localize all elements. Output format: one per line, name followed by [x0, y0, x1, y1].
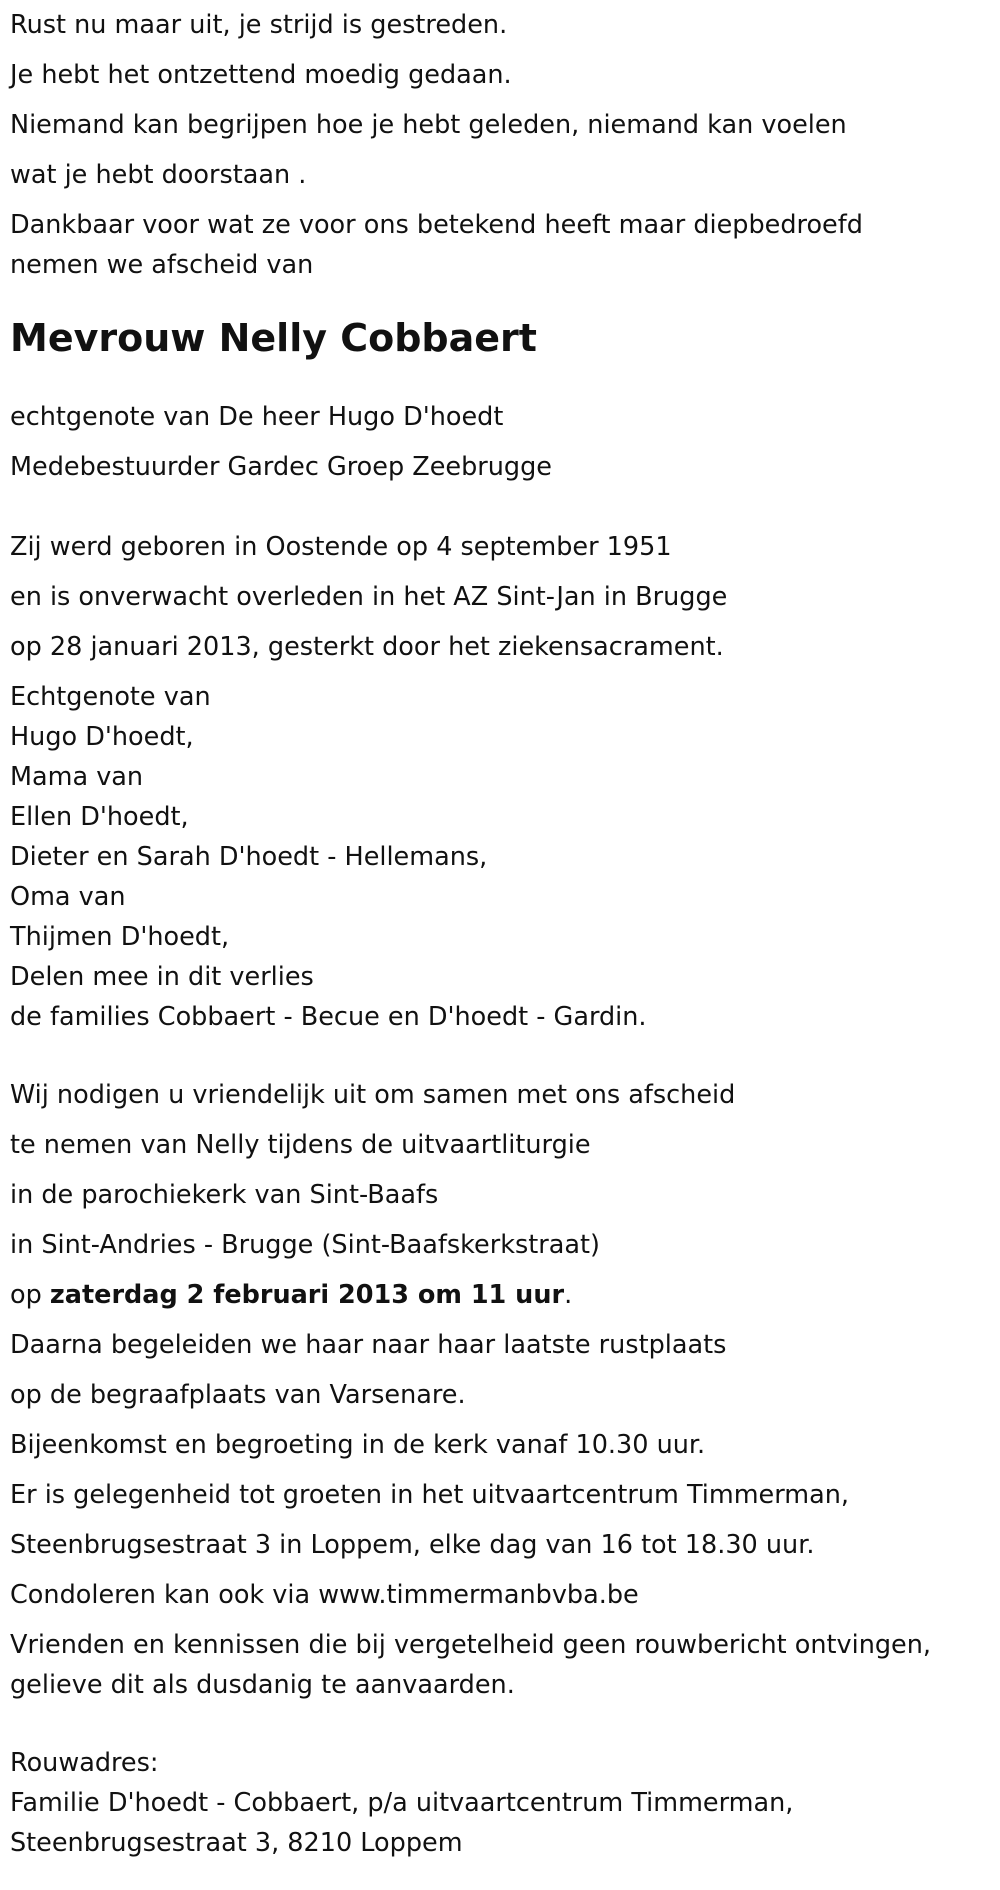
death-date-line: op 28 januari 2013, gesterkt door het ziekensacrament.	[10, 632, 724, 662]
poem-line: nemen we afscheid van	[10, 250, 314, 280]
poem-line: Niemand kan begrijpen hoe je hebt geleden, niemand kan voelen	[10, 110, 847, 140]
family-line: Hugo D'hoedt,	[10, 722, 194, 752]
funeral-line: Er is gelegenheid tot groeten in het uitvaartcentrum Timmerman,	[10, 1480, 849, 1510]
address-line: Steenbrugsestraat 3, 8210 Loppem	[10, 1828, 463, 1858]
funeral-line: Bijeenkomst en begroeting in de kerk vanaf 10.30 uur.	[10, 1430, 706, 1460]
poem	[10, 5, 995, 285]
notice-line: gelieve dit als dusdanig te aanvaarden.	[10, 1670, 515, 1700]
family-line: Mama van	[10, 762, 144, 792]
mourning-address	[10, 1743, 995, 1863]
funeral-line: Steenbrugsestraat 3 in Loppem, elke dag van 16 tot 18.30 uur.	[10, 1530, 815, 1560]
poem-closing	[10, 205, 995, 285]
family-line: Thijmen D'hoedt,	[10, 922, 230, 952]
funeral-date-suffix: .	[564, 1280, 573, 1310]
death-line: en is onverwacht overleden in het AZ Sint-Jan in Brugge	[10, 582, 728, 612]
birth-death-section	[10, 527, 995, 667]
deceased-name: Mevrouw Nelly Cobbaert	[10, 316, 537, 360]
birth-line: Zij werd geboren in Oostende op 4 september 1951	[10, 532, 672, 562]
condolence-line: Condoleren kan ook via www.timmermanbvba.be	[10, 1580, 639, 1610]
funeral-line: te nemen van Nelly tijdens de uitvaartliturgie	[10, 1130, 591, 1160]
funeral-line: Daarna begeleiden we haar naar haar laatste rustplaats	[10, 1330, 727, 1360]
family-line: Delen mee in dit verlies	[10, 962, 314, 992]
obituary-document	[10, 0, 995, 1863]
family-line: Echtgenote van	[10, 682, 211, 712]
family-line: Dieter en Sarah D'hoedt - Hellemans,	[10, 842, 488, 872]
funeral-line: Wij nodigen u vriendelijk uit om samen met ons afscheid	[10, 1080, 736, 1110]
funeral-line: op de begraafplaats van Varsenare.	[10, 1380, 466, 1410]
poem-line: Dankbaar voor wat ze voor ons betekend heeft maar diepbedroefd	[10, 210, 863, 240]
family-line: de families Cobbaert - Becue en D'hoedt - Gardin.	[10, 1002, 647, 1032]
funeral-section	[10, 1075, 995, 1705]
funeral-line: in Sint-Andries - Brugge (Sint-Baafskerkstraat)	[10, 1230, 600, 1260]
notice-line: Vrienden en kennissen die bij vergetelheid geen rouwbericht ontvingen,	[10, 1630, 932, 1660]
funeral-date-line	[10, 1275, 995, 1315]
family-line: Ellen D'hoedt,	[10, 802, 189, 832]
address-line: Familie D'hoedt - Cobbaert, p/a uitvaartcentrum Timmerman,	[10, 1788, 794, 1818]
family-list	[10, 677, 995, 1037]
notice-closing	[10, 1625, 995, 1705]
address-label: Rouwadres:	[10, 1748, 159, 1778]
funeral-date-prefix: op	[10, 1280, 50, 1310]
family-line: Oma van	[10, 882, 126, 912]
poem-line: wat je hebt doorstaan .	[10, 160, 307, 190]
poem-line: Rust nu maar uit, je strijd is gestreden.	[10, 10, 508, 40]
funeral-line: in de parochiekerk van Sint-Baafs	[10, 1180, 439, 1210]
role-line: Medebestuurder Gardec Groep Zeebrugge	[10, 452, 552, 482]
funeral-date: zaterdag 2 februari 2013 om 11 uur	[49, 1280, 565, 1310]
spouse-line: echtgenote van De heer Hugo D'hoedt	[10, 402, 504, 432]
poem-line: Je hebt het ontzettend moedig gedaan.	[10, 60, 512, 90]
